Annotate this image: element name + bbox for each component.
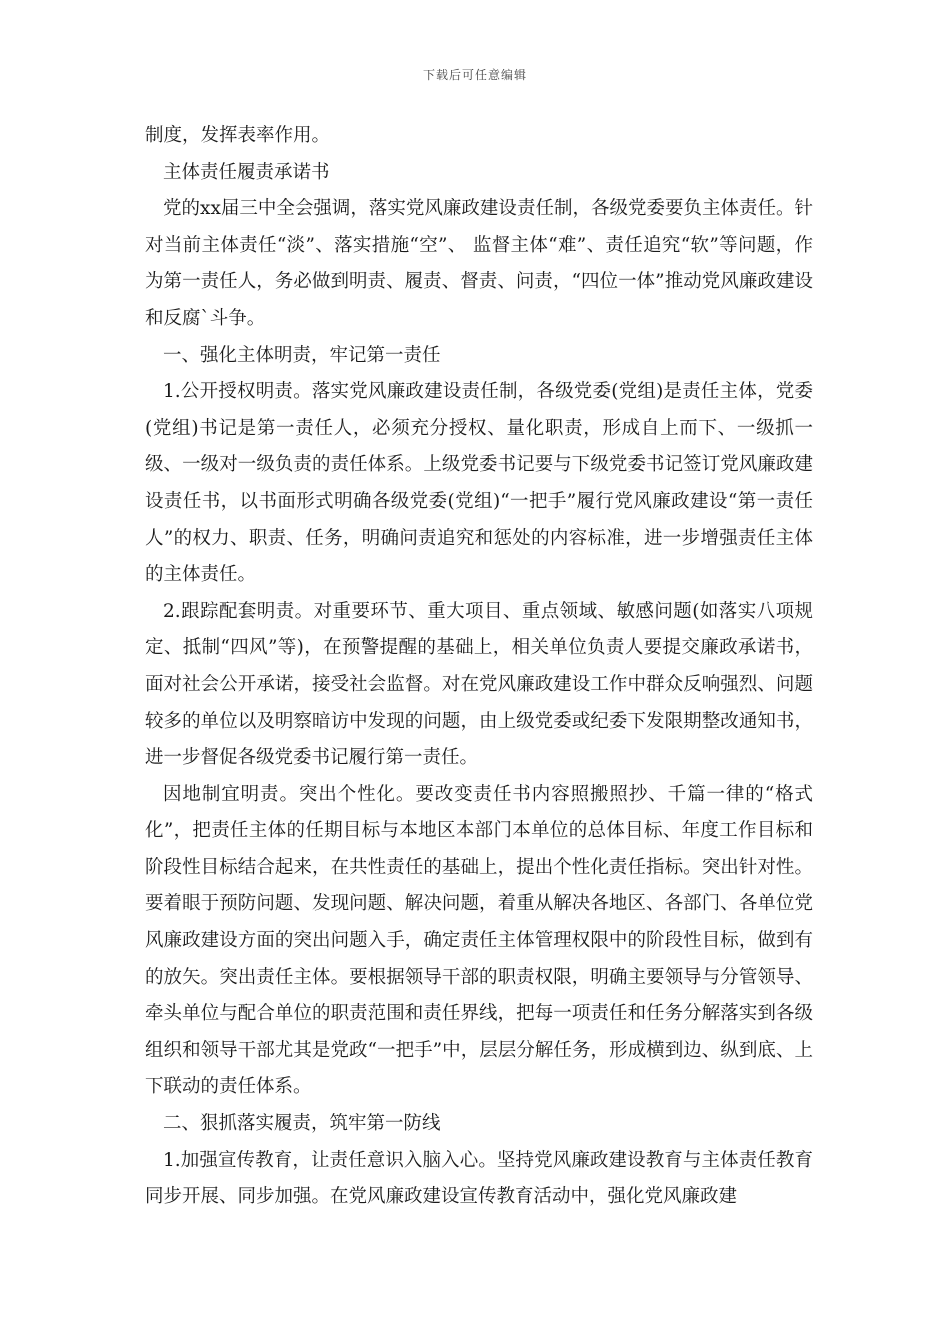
- document-body: [145, 118, 813, 1216]
- paragraph: 1.加强宣传教育，让责任意识入脑入心。坚持党风廉政建设教育与主体责任教育同步开展、同步加强。在党风廉政建设宣传教育活动中，强化党风廉政建: [145, 1149, 813, 1208]
- section-heading: 一、强化主体明责，牢记第一责任: [163, 344, 441, 366]
- paragraph: 2.跟踪配套明责。对重要环节、重大项目、重点领域、敏感问题(如落实八项规定、抵制“四风”等)，在预警提醒的基础上，相关单位负责人要提交廉政承诺书，面对社会公开承诺，接受社会监督。对在党风廉政建设工作中群众反响强烈、问题较多的单位以及明察暗访中发现的问题，由上级党委或纪委下发限期整改通知书，进一步督促各级党委书记履行第一责任。: [145, 600, 813, 769]
- page-header: 下载后可任意编辑: [422, 68, 527, 82]
- paragraph: 党的xx届三中全会强调，落实党风廉政建设责任制，各级党委要负主体责任。针对当前主体责任“淡”、落实措施“空”、 监督主体“难”、责任追究“软”等问题，作为第一责任人，务必做到明责、履责、督责、问责，“四位一体”推动党风廉政建设和反腐`斗争。: [145, 198, 813, 329]
- paragraph: 1.公开授权明责。落实党风廉政建设责任制，各级党委(党组)是责任主体，党委(党组)书记是第一责任人，必须充分授权、量化职责，形成自上而下、一级抓一级、一级对一级负责的责任体系。上级党委书记要与下级党委书记签订党风廉政建设责任书，以书面形式明确各级党委(党组)“一把手”履行党风廉政建设“第一责任人”的权力、职责、任务，明确问责追究和惩处的内容标准，进一步增强责任主体的主体责任。: [145, 381, 813, 586]
- section-heading: 二、狠抓落实履责，筑牢第一防线: [163, 1113, 441, 1135]
- paragraph: 制度，发挥表率作用。: [145, 125, 331, 146]
- paragraph: 因地制宜明责。突出个性化。要改变责任书内容照搬照抄、千篇一律的“格式化”，把责任主体的任期目标与本地区本部门本单位的总体目标、年度工作目标和阶段性目标结合起来，在共性责任的基础上，提出个性化责任指标。突出针对性。要着眼于预防问题、发现问题、解决问题，着重从解决各地区、各部门、各单位党风廉政建设方面的突出问题入手，确定责任主体管理权限中的阶段性目标，做到有的放矢。突出责任主体。要根据领导干部的职责权限，明确主要领导与分管领导、牵头单位与配合单位的职责范围和责任界线，把每一项责任和任务分解落实到各级组织和领导干部尤其是党政“一把手”中，层层分解任务，形成横到边、纵到底、上下联动的责任体系。: [145, 783, 813, 1098]
- section-title: 主体责任履责承诺书: [163, 161, 330, 183]
